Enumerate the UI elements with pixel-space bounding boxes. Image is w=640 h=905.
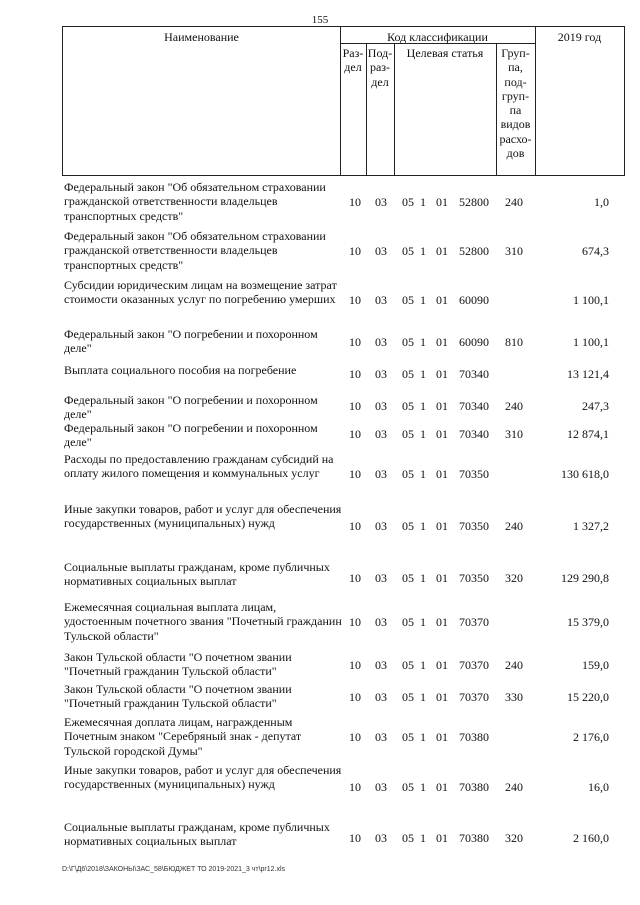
cell-expense-type: 240 xyxy=(505,195,523,209)
cell-expense-type: 810 xyxy=(505,335,523,349)
table-row xyxy=(0,278,640,322)
cell-expense-type: 310 xyxy=(505,427,523,441)
cell-podrazdel: 03 xyxy=(375,293,387,307)
header-divider xyxy=(340,27,341,175)
cell-subprogram: 1 xyxy=(420,195,426,209)
cell-name: Федеральный закон "О погребении и похоронном деле" xyxy=(64,327,318,356)
cell-program: 05 xyxy=(402,658,414,672)
header-name: Наименование xyxy=(164,30,239,44)
cell-razdel: 10 xyxy=(349,335,361,349)
cell-razdel: 10 xyxy=(349,730,361,744)
cell-name: Расходы по предоставлению гражданам субсидий на оплату жилого помещения и коммунальных услуг xyxy=(64,452,334,481)
cell-podrazdel: 03 xyxy=(375,519,387,533)
cell-direction: 70370 xyxy=(459,658,489,672)
cell-direction: 60090 xyxy=(459,335,489,349)
table-row xyxy=(0,421,640,450)
cell-direction: 70380 xyxy=(459,780,489,794)
cell-direction: 70370 xyxy=(459,615,489,629)
header-razdel: Раз- дел xyxy=(342,46,364,75)
table-row xyxy=(0,715,640,759)
table-row xyxy=(0,393,640,422)
cell-basic-event: 01 xyxy=(436,780,448,794)
cell-basic-event: 01 xyxy=(436,730,448,744)
table-row xyxy=(0,363,640,385)
cell-basic-event: 01 xyxy=(436,335,448,349)
cell-name: Федеральный закон "Об обязательном страховании гражданской ответственности владельцев транспортных средств" xyxy=(64,229,326,272)
cell-razdel: 10 xyxy=(349,615,361,629)
cell-podrazdel: 03 xyxy=(375,335,387,349)
cell-subprogram: 1 xyxy=(420,367,426,381)
cell-subprogram: 1 xyxy=(420,831,426,845)
cell-expense-type: 240 xyxy=(505,519,523,533)
cell-direction: 70380 xyxy=(459,730,489,744)
cell-name: Иные закупки товаров, работ и услуг для обеспечения государственных (муниципальных) нужд xyxy=(64,502,342,531)
cell-amount: 130 618,0 xyxy=(561,467,609,481)
table-header xyxy=(62,26,625,176)
header-year: 2019 год xyxy=(557,30,602,44)
cell-name: Социальные выплаты гражданам, кроме публичных нормативных социальных выплат xyxy=(64,820,330,849)
cell-subprogram: 1 xyxy=(420,427,426,441)
cell-amount: 16,0 xyxy=(588,780,609,794)
header-classification: Код классификации xyxy=(387,30,488,44)
cell-podrazdel: 03 xyxy=(375,690,387,704)
cell-name: Субсидии юридическим лицам на возмещение затрат стоимости оказанных услуг по погребению умерших xyxy=(64,278,337,307)
cell-razdel: 10 xyxy=(349,244,361,258)
cell-name: Федеральный закон "О погребении и похоронном деле" xyxy=(64,421,318,450)
cell-podrazdel: 03 xyxy=(375,244,387,258)
cell-amount: 2 160,0 xyxy=(573,831,609,845)
cell-program: 05 xyxy=(402,367,414,381)
cell-subprogram: 1 xyxy=(420,571,426,585)
header-divider xyxy=(535,27,536,175)
cell-amount: 13 121,4 xyxy=(567,367,609,381)
cell-amount: 1 100,1 xyxy=(573,293,609,307)
cell-direction: 70340 xyxy=(459,367,489,381)
cell-program: 05 xyxy=(402,519,414,533)
header-divider xyxy=(496,43,497,175)
cell-razdel: 10 xyxy=(349,519,361,533)
cell-basic-event: 01 xyxy=(436,244,448,258)
cell-expense-type: 320 xyxy=(505,571,523,585)
header-divider xyxy=(366,43,367,175)
cell-expense-type: 320 xyxy=(505,831,523,845)
cell-name: Ежемесячная доплата лицам, награжденным Почетным знаком "Серебряный знак - депутат Тульской городской Думы" xyxy=(64,715,302,758)
cell-razdel: 10 xyxy=(349,831,361,845)
cell-basic-event: 01 xyxy=(436,615,448,629)
cell-direction: 70380 xyxy=(459,831,489,845)
cell-subprogram: 1 xyxy=(420,780,426,794)
table-row xyxy=(0,180,640,224)
table-row xyxy=(0,820,640,856)
cell-podrazdel: 03 xyxy=(375,831,387,845)
table-row xyxy=(0,650,640,680)
cell-podrazdel: 03 xyxy=(375,427,387,441)
cell-name: Федеральный закон "О погребении и похоронном деле" xyxy=(64,393,318,422)
cell-direction: 70340 xyxy=(459,399,489,413)
table-row xyxy=(0,600,640,644)
cell-program: 05 xyxy=(402,244,414,258)
cell-name: Иные закупки товаров, работ и услуг для обеспечения государственных (муниципальных) нужд xyxy=(64,763,342,792)
cell-amount: 674,3 xyxy=(582,244,609,258)
cell-name: Федеральный закон "Об обязательном страховании гражданской ответственности владельцев транспортных средств" xyxy=(64,180,326,223)
cell-amount: 159,0 xyxy=(582,658,609,672)
cell-podrazdel: 03 xyxy=(375,195,387,209)
cell-subprogram: 1 xyxy=(420,335,426,349)
table-row xyxy=(0,452,640,496)
cell-name: Социальные выплаты гражданам, кроме публичных нормативных социальных выплат xyxy=(64,560,330,589)
cell-razdel: 10 xyxy=(349,427,361,441)
cell-expense-type: 240 xyxy=(505,658,523,672)
cell-amount: 247,3 xyxy=(582,399,609,413)
cell-basic-event: 01 xyxy=(436,195,448,209)
file-path-footer: D:\Г\Д6\2018\ЗАКОНЫ\ЗАС_58\БЮДЖЕТ ТО 2019-2021_3 чт\pr12.xls xyxy=(62,866,286,873)
cell-program: 05 xyxy=(402,571,414,585)
cell-basic-event: 01 xyxy=(436,467,448,481)
cell-expense-type: 240 xyxy=(505,399,523,413)
cell-name: Закон Тульской области "О почетном звании "Почетный гражданин Тульской области" xyxy=(64,650,292,679)
cell-subprogram: 1 xyxy=(420,690,426,704)
cell-razdel: 10 xyxy=(349,780,361,794)
header-divider xyxy=(340,43,535,44)
cell-name: Закон Тульской области "О почетном звании "Почетный гражданин Тульской области" xyxy=(64,682,292,711)
cell-amount: 15 379,0 xyxy=(567,615,609,629)
cell-podrazdel: 03 xyxy=(375,399,387,413)
cell-subprogram: 1 xyxy=(420,658,426,672)
cell-program: 05 xyxy=(402,730,414,744)
cell-basic-event: 01 xyxy=(436,427,448,441)
page-number: 155 xyxy=(311,14,329,26)
cell-razdel: 10 xyxy=(349,399,361,413)
cell-subprogram: 1 xyxy=(420,293,426,307)
cell-subprogram: 1 xyxy=(420,244,426,258)
cell-razdel: 10 xyxy=(349,467,361,481)
cell-program: 05 xyxy=(402,335,414,349)
cell-program: 05 xyxy=(402,399,414,413)
cell-razdel: 10 xyxy=(349,690,361,704)
cell-razdel: 10 xyxy=(349,195,361,209)
cell-subprogram: 1 xyxy=(420,467,426,481)
cell-program: 05 xyxy=(402,615,414,629)
cell-direction: 70350 xyxy=(459,571,489,585)
cell-subprogram: 1 xyxy=(420,399,426,413)
cell-direction: 60090 xyxy=(459,293,489,307)
cell-amount: 1 327,2 xyxy=(573,519,609,533)
table-row xyxy=(0,502,640,550)
cell-podrazdel: 03 xyxy=(375,571,387,585)
cell-amount: 15 220,0 xyxy=(567,690,609,704)
cell-program: 05 xyxy=(402,690,414,704)
cell-program: 05 xyxy=(402,293,414,307)
cell-podrazdel: 03 xyxy=(375,467,387,481)
cell-amount: 129 290,8 xyxy=(561,571,609,585)
table-row xyxy=(0,229,640,273)
cell-direction: 52800 xyxy=(459,244,489,258)
header-podrazdel: Под- раз- дел xyxy=(367,46,393,89)
header-target: Целевая статья xyxy=(406,46,484,60)
cell-name: Выплата социального пособия на погребение xyxy=(64,363,297,377)
cell-basic-event: 01 xyxy=(436,571,448,585)
cell-expense-type: 240 xyxy=(505,780,523,794)
table-row xyxy=(0,560,640,596)
cell-subprogram: 1 xyxy=(420,730,426,744)
cell-direction: 52800 xyxy=(459,195,489,209)
cell-amount: 12 874,1 xyxy=(567,427,609,441)
cell-podrazdel: 03 xyxy=(375,730,387,744)
cell-subprogram: 1 xyxy=(420,519,426,533)
cell-program: 05 xyxy=(402,195,414,209)
cell-direction: 70340 xyxy=(459,427,489,441)
cell-razdel: 10 xyxy=(349,571,361,585)
cell-basic-event: 01 xyxy=(436,831,448,845)
cell-program: 05 xyxy=(402,427,414,441)
cell-amount: 1 100,1 xyxy=(573,335,609,349)
cell-amount: 1,0 xyxy=(594,195,609,209)
cell-podrazdel: 03 xyxy=(375,780,387,794)
cell-expense-type: 330 xyxy=(505,690,523,704)
cell-program: 05 xyxy=(402,780,414,794)
cell-razdel: 10 xyxy=(349,367,361,381)
cell-basic-event: 01 xyxy=(436,658,448,672)
cell-podrazdel: 03 xyxy=(375,367,387,381)
cell-basic-event: 01 xyxy=(436,367,448,381)
header-vid: Груп- па, под- груп- па видов расхо- дов xyxy=(499,46,532,161)
cell-direction: 70350 xyxy=(459,467,489,481)
cell-subprogram: 1 xyxy=(420,615,426,629)
cell-podrazdel: 03 xyxy=(375,658,387,672)
cell-direction: 70370 xyxy=(459,690,489,704)
cell-razdel: 10 xyxy=(349,293,361,307)
cell-basic-event: 01 xyxy=(436,690,448,704)
table-row xyxy=(0,763,640,811)
table-row xyxy=(0,327,640,357)
cell-amount: 2 176,0 xyxy=(573,730,609,744)
cell-razdel: 10 xyxy=(349,658,361,672)
cell-basic-event: 01 xyxy=(436,399,448,413)
cell-expense-type: 310 xyxy=(505,244,523,258)
cell-podrazdel: 03 xyxy=(375,615,387,629)
cell-basic-event: 01 xyxy=(436,293,448,307)
cell-program: 05 xyxy=(402,467,414,481)
cell-name: Ежемесячная социальная выплата лицам, удостоенным почетного звания "Почетный гражданин Тульской области" xyxy=(64,600,342,643)
cell-program: 05 xyxy=(402,831,414,845)
cell-direction: 70350 xyxy=(459,519,489,533)
cell-basic-event: 01 xyxy=(436,519,448,533)
table-row xyxy=(0,682,640,712)
header-divider xyxy=(394,43,395,175)
